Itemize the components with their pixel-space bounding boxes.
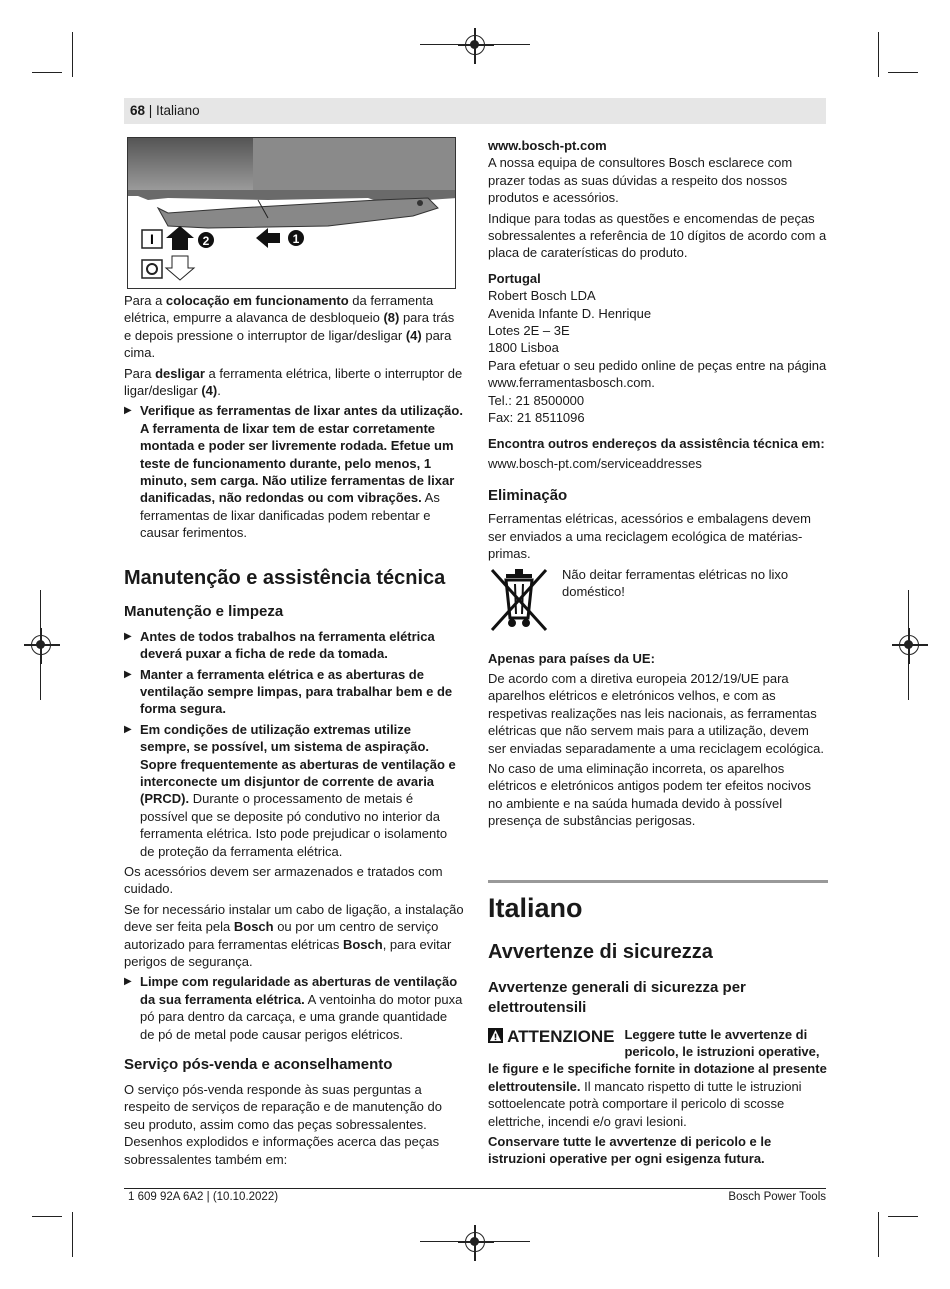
other-addresses-heading: Encontra outros endereços da assistência técnica em: [488,435,825,451]
section-divider [488,880,828,884]
footer-doc-number: 1 609 92A 6A2 | (10.10.2022) [128,1191,279,1203]
grinder-switch-drawing [128,138,456,289]
warning-icon [488,1028,503,1043]
crop-mark [32,1216,62,1217]
paragraph-switch-off [124,365,464,400]
left-column [124,292,464,1171]
paragraph-consultants: A nossa equipa de consultores Bosch esclarece com prazer todas as suas dúvidas a respeito dos nossos produtos e acessórios. [488,155,793,206]
text: Antes de todos trabalhos na ferramenta elétrica deverá puxar a ficha de rede da tomada. [140,628,435,662]
address-line: 1800 Lisboa [488,340,559,356]
paragraph-service: O serviço pós-venda responde às suas perguntas a respeito de serviços de reparação e de manutenção do seu produto, assim como das peças sobressalentes. Desenhos explodidos e informações acerca das peças sobressalentes também em: [124,1082,442,1167]
section-heading-maintenance: Manutenção e assistência técnica [124,566,446,589]
bullet-unplug [124,628,464,663]
paragraph [488,1133,828,1168]
text: ou por um centro de serviço autorizado para ferramentas elétricas [124,919,439,952]
header-section: Italiano [156,103,200,118]
text: (8) [383,310,400,326]
crop-mark [888,1216,918,1217]
text: da ferramenta elétrica, empurre a alavanca de desbloqueio [124,293,434,326]
text: Limpe com regularidade as aberturas de ventilação da sua ferramenta elétrica. [140,974,458,1007]
page-number: 68 [130,103,146,118]
warning-label [488,1026,614,1048]
text: Bosch [233,919,274,935]
switch-on-symbol: I [150,231,154,247]
bullet-vent-cleaning [124,973,464,1043]
bin-text: Não deitar ferramentas elétricas no lixo doméstico! [562,566,789,599]
crop-mark [72,32,73,77]
service-addresses-url[interactable]: www.bosch-pt.com/serviceaddresses [488,455,702,471]
text: , para evitar perigos de segurança. [124,936,452,969]
section-heading-safety: Avvertenze di sicurezza [488,940,713,963]
address-line: Para efetuar o seu pedido online de peças entre na página www.ferramentasbosch.com. [488,357,827,391]
bin-block [488,566,828,638]
text: a ferramenta elétrica, liberte o interruptor de ligar/desligar [124,365,463,399]
registration-mark-icon [899,635,919,655]
registration-mark-icon [31,635,51,655]
bullet-extraction [124,721,464,860]
country-heading: Portugal [488,270,541,286]
address-line: Lotes 2E – 3E [488,323,570,339]
text: Leggere tutte le avvertenze di pericolo, le istruzioni operative, le figure e le specifiche fornite in dotazione al presente elettroutensile. [488,1026,827,1094]
subheading-general-safety: Avvertenze generali di sicurezza per elettroutensili [488,978,746,1016]
crop-mark [888,72,918,73]
paragraph-accessories: Os acessórios devem ser armazenados e tratados com cuidado. [124,863,443,897]
crop-mark [878,1212,879,1257]
text: Durante o processamento de metais é possível que se deposite pó condutivo no interior da ferramenta elétrica. Isto pode prejudicar o isolamento de proteção da ferramenta elétrica. [140,791,448,859]
eu-heading: Apenas para países da UE: [488,650,655,666]
paragraph-start-operation [124,292,464,362]
paragraph [488,270,828,287]
address-line: Avenida Infante D. Henrique [488,305,652,321]
page-header [130,103,200,118]
paragraph-warning [488,1026,828,1130]
right-column [488,137,828,1171]
text: (4) [405,327,422,343]
text: Se for necessário instalar um cabo de ligação, a instalação deve ser feita pela [124,901,464,935]
text: As ferramentas de lixar danificadas podem rebentar e causar ferimentos. [140,490,440,541]
footer-rule [124,1188,826,1189]
text: ATTENZIONE [507,1026,615,1046]
text: Bosch [342,936,383,952]
paragraph [488,435,828,452]
text: desligar [155,365,205,381]
crop-mark [72,1212,73,1257]
paragraph [488,650,828,667]
text: Para [124,365,156,381]
text: para cima. [124,327,452,361]
registration-mark-icon [465,1232,485,1252]
paragraph-part-number: Indique para todas as questões e encomendas de peças sobressalentes a referência de 10 dígitos de acordo com a placa de caraterísticas do produto. [488,210,827,261]
subheading-service: Serviço pós-venda e aconselhamento [124,1056,393,1074]
registration-mark-icon [465,35,485,55]
tool-illustration [127,137,456,289]
text: Em condições de utilização extremas utilize sempre, se possível, um sistema de aspiração. Sopre frequentemente as aberturas de ventilação e interconecte um disjuntor de corrente de avaria (PRCD). [140,721,456,807]
header-separator: | [145,103,157,118]
keep-instructions: Conservare tutte le avvertenze di pericolo e le istruzioni operative per ogni esigenza futura. [488,1134,772,1167]
paragraph-cable [124,901,464,971]
text: A ventoinha do motor puxa pó para dentro da carcaça, e uma grande quantidade de pó de metal pode causar perigos elétricos. [140,991,463,1042]
text: colocação em funcionamento [165,293,349,308]
paragraph-eu-directive: De acordo com a diretiva europeia 2012/19/UE para aparelhos elétricos e eletrónicos velhos, e com as respetivas realizações nas leis nacionais, as ferramentas elétricas que não servem mais para a utilização, devem ser enviadas separadamente a uma reciclagem ecológica. [488,670,825,756]
bullet-check-tools [124,402,464,541]
svg-text:1: 1 [292,232,300,246]
text: . [217,383,221,399]
paragraph-disposal: Ferramentas elétricas, acessórios e embalagens devem ser enviados a uma reciclagem ecológica de matérias-primas. [488,511,811,562]
crop-mark [878,32,879,77]
text: Manter a ferramenta elétrica e as aberturas de ventilação sempre limpas, para trabalhar bem e de forma segura. [140,666,453,717]
crop-mark [32,72,62,73]
text: Il mancato rispetto di tutte le istruzioni sottoelencate potrà comportare il pericolo di scosse elettriche, incendi e/o gravi lesioni. [488,1078,802,1129]
subheading-cleaning: Manutenção e limpeza [124,602,284,620]
svg-text:2: 2 [202,234,210,248]
text: (4) [201,383,218,399]
fax: Fax: 21 8511096 [488,410,585,426]
text: para trás e depois pressione o interruptor de ligar/desligar [124,310,455,343]
footer-brand: Bosch Power Tools [728,1191,826,1203]
address-line: Robert Bosch LDA [488,288,596,304]
text: Para a [124,293,166,308]
language-title: Italiano [488,892,583,923]
paragraph-eu-harm: No caso de uma eliminação incorreta, os aparelhos elétricos e eletrónicos antigos podem ter efeitos nocivos no ambiente e na saúda humada devido à possível presença de substâncias perigosas. [488,760,812,829]
service-url[interactable]: www.bosch-pt.com [488,138,607,153]
header-bar [124,98,826,124]
subheading-disposal: Eliminação [488,487,568,505]
bullet-keep-clean [124,666,464,718]
text: Verifique as ferramentas de lixar antes da utilização. A ferramenta de lixar tem de estar corretamente montada e poder ser livremente rodada. Efetue um teste de funcionamento durante, pelo menos, 1 minuto, sem carga. Não utilize ferramentas de lixar danificadas, não redondas ou com vibrações. [140,403,463,506]
crossed-bin-icon [488,566,550,634]
address-block [488,287,828,426]
paragraph [488,137,828,154]
telephone: Tel.: 21 8500000 [488,392,585,408]
